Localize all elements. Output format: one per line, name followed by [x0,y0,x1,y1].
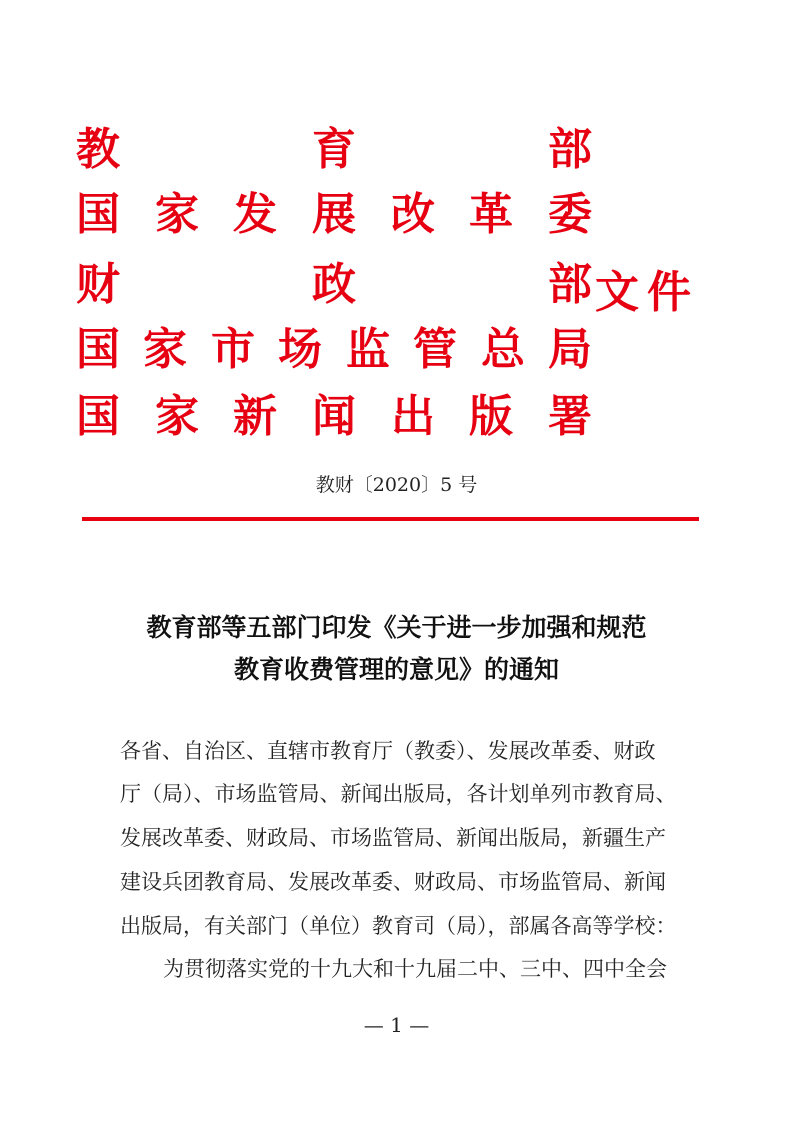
issuer-ministry-of-education [72,118,772,182]
issuer-char: 市 [211,324,255,375]
issuer-char: 国 [76,391,120,442]
issuer-chars [72,183,592,247]
issuer-char: 局 [548,324,592,375]
issuer-char: 发 [233,189,277,240]
issuer-chars [72,318,592,382]
addressee-line: 厅（局）、市场监管局、新闻出版局，各计划单列市教育局、 [120,782,677,806]
issuer-char: 委 [548,189,592,240]
issuer-char: 出 [391,391,435,442]
issuer-chars [72,118,592,182]
body-paragraph-start: 为贯彻落实党的十九大和十九届二中、三中、四中全会 [163,957,667,981]
issuer-samr [72,318,772,382]
issuer-char: 改 [391,189,435,240]
issuer-char: 国 [76,324,120,375]
issuer-ministry-of-finance [72,253,772,317]
issuer-char: 家 [143,324,187,375]
document-number: 教财〔2020〕5 号 [315,474,478,496]
issuer-ndrc [72,183,772,247]
issuer-char: 闻 [312,391,356,442]
issuer-char: 场 [278,324,322,375]
issuer-char: 育 [312,124,356,175]
addressee-line: 出版局，有关部门（单位）教育司（局），部属各高等学校： [120,914,677,938]
red-divider-line [82,517,699,521]
document-suffix: 文件 [595,267,699,318]
issuer-char: 家 [155,391,199,442]
issuer-char: 革 [469,189,513,240]
issuer-char: 财 [76,259,120,310]
issuer-char: 总 [481,324,525,375]
addressee-line: 建设兵团教育局、发展改革委、财政局、市场监管局、新闻 [120,870,666,894]
issuer-char: 部 [548,259,592,310]
page-number: — 1 — [363,1013,430,1037]
addressee-line: 发展改革委、财政局、市场监管局、新闻出版局，新疆生产 [120,826,666,850]
issuer-char: 部 [548,124,592,175]
issuer-char: 教 [76,124,120,175]
issuer-char: 新 [233,391,277,442]
issuer-char: 家 [155,189,199,240]
issuer-npa [72,385,772,449]
issuer-char: 版 [469,391,513,442]
issuer-char: 管 [413,324,457,375]
issuer-char: 监 [346,324,390,375]
document-title-line-2: 教育收费管理的意见》的通知 [233,655,559,684]
document-title-line-1: 教育部等五部门印发《关于进一步加强和规范 [146,613,647,642]
issuer-chars [72,253,592,317]
issuer-chars [72,385,592,449]
issuer-char: 展 [312,189,356,240]
issuer-char: 国 [76,189,120,240]
addressee-line: 各省、自治区、直辖市教育厅（教委）、发展改革委、财政 [120,739,656,763]
issuer-char: 署 [548,391,592,442]
issuer-char: 政 [312,259,356,310]
